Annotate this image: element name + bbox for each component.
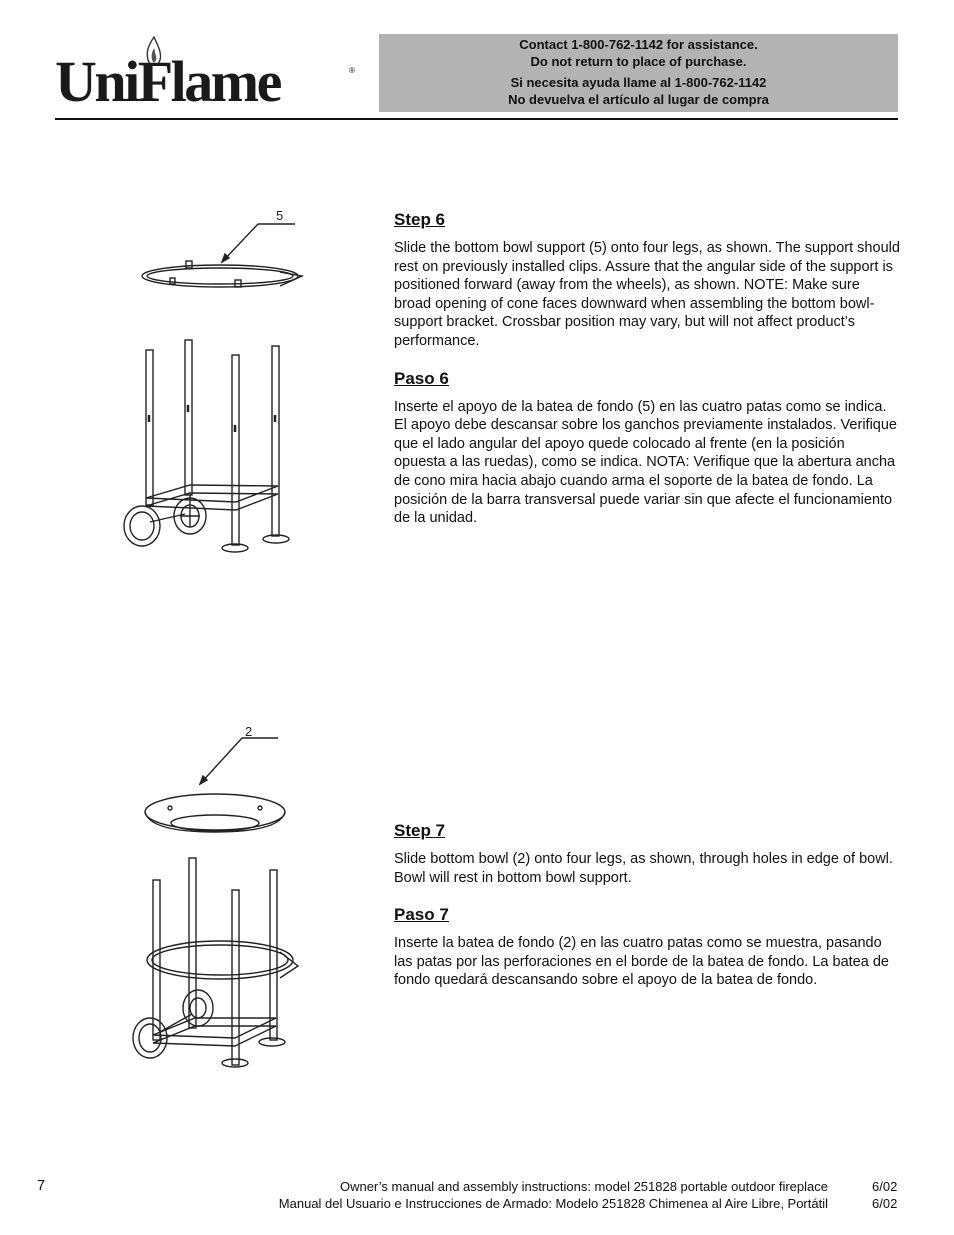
step6-section bbox=[394, 210, 900, 528]
footer-line-en: Owner’s manual and assembly instructions: model 251828 portable outdoor fireplace bbox=[339, 1179, 828, 1194]
step7-body-es: Inserte la batea de fondo (2) en las cuatro patas como se muestra, pasando las patas por las perforaciones en el borde de la batea de fondo. La batea de fondo quedará descansando sobre el apoyo de la batea de fondo. bbox=[394, 935, 889, 989]
step7-title-es: Paso 7 bbox=[394, 905, 449, 925]
step7-illustration bbox=[120, 720, 320, 1080]
footer-dates bbox=[872, 1178, 897, 1212]
footer-line-es: Manual del Usuario e Instrucciones de Armado: Modelo 251828 Chimenea al Aire Libre, Portátil bbox=[278, 1196, 828, 1211]
step7-body-en: Slide bottom bowl (2) onto four legs, as shown, through holes in edge of bowl. Bowl will rest in bottom bowl support. bbox=[394, 851, 893, 886]
step7-title-en: Step 7 bbox=[394, 821, 446, 840]
step6-title-en: Step 6 bbox=[394, 210, 446, 229]
page-number: 7 bbox=[37, 1178, 46, 1194]
footer-manual-title bbox=[279, 1178, 828, 1212]
contact-line-3: Si necesita ayuda llame al 1-800-762-1142 bbox=[510, 75, 767, 90]
uniflame-logo bbox=[55, 36, 355, 116]
footer-date-es: 6/02 bbox=[872, 1196, 898, 1211]
step6-illustration bbox=[110, 200, 310, 560]
registered-mark: ® bbox=[349, 66, 355, 75]
footer-date-en: 6/02 bbox=[872, 1179, 898, 1194]
step6-body-en: Slide the bottom bowl support (5) onto four legs, as shown. The support should rest on previously installed clips. Assure that the angular side of the support is positioned forward (away from the wheels), as shown. NOTE: Make sure broad opening of cone faces downward when assembling the bottom bowl-support bracket. Crossbar position may vary, but will not affect product’s performance. bbox=[394, 240, 900, 349]
step7-callout-number: 2 bbox=[245, 724, 253, 739]
step7-section bbox=[394, 821, 900, 990]
logo-wordmark: UniFlame bbox=[55, 49, 280, 114]
header-rule bbox=[55, 118, 898, 120]
step6-callout-number: 5 bbox=[276, 208, 284, 223]
contact-line-4: No devuelva el artículo al lugar de compra bbox=[508, 92, 769, 107]
contact-line-2: Do not return to place of purchase. bbox=[530, 54, 747, 69]
contact-line-1: Contact 1-800-762-1142 for assistance. bbox=[519, 37, 758, 52]
step6-title-es: Paso 6 bbox=[394, 368, 449, 388]
step6-body-es: Inserte el apoyo de la batea de fondo (5) en las cuatro patas como se indica. El apoyo debe descansar sobre los ganchos previamente instalados. Verifique que el lado angular del apoyo quede colocado al frente (en la posición opuesta a las ruedas), como se indica. NOTA: Verifique que la abertura ancha de cono mira hacia abajo cuando arma el soporte de la batea de fondo. La posición de la barra transversal puede variar sin que afecte el funcionamiento de la unidad. bbox=[394, 398, 897, 527]
contact-box bbox=[379, 34, 898, 112]
